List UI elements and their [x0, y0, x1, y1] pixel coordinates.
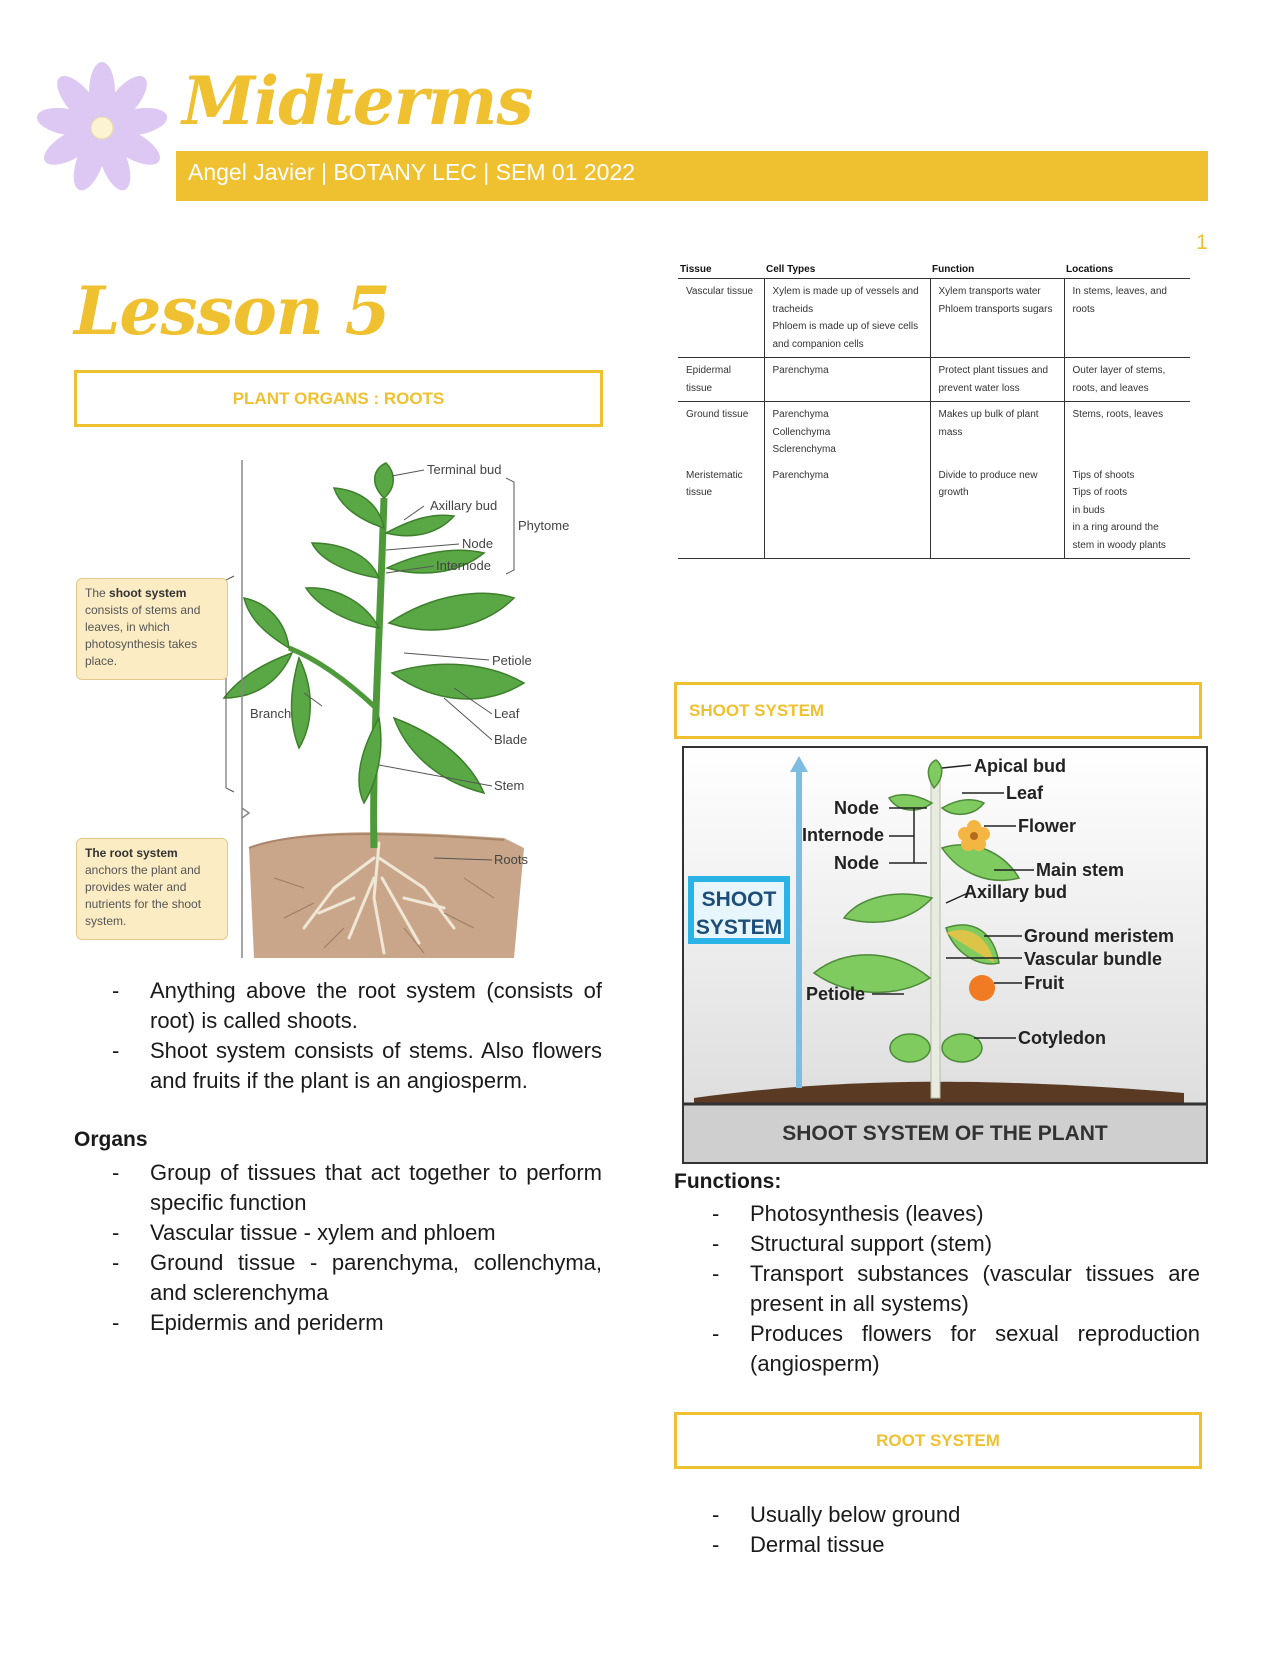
label-flower: Flower	[1018, 816, 1077, 836]
label-internode: Internode	[436, 558, 491, 573]
table-cell: Meristematic tissue	[678, 463, 764, 559]
table-row	[678, 463, 1190, 559]
list-item: - Shoot system consists of stems. Also flowers and fruits if the plant is an angiosperm.	[74, 1036, 602, 1096]
section-header-label: PLANT ORGANS : ROOTS	[232, 388, 445, 408]
label-blade: Blade	[494, 732, 528, 747]
table-cell: Stems, roots, leaves	[1064, 402, 1190, 463]
shoot-note-bold: shoot system	[109, 586, 187, 600]
page-number: 1	[1196, 231, 1208, 254]
list-item: - Structural support (stem)	[674, 1229, 1200, 1259]
flower-icon	[36, 62, 168, 194]
label-vascular-bundle: Vascular bundle	[1024, 949, 1163, 969]
document-title: Midterms	[182, 62, 533, 140]
section-header-plant-organs	[74, 370, 603, 427]
label-node: Node	[462, 536, 494, 551]
header-banner-text: Angel Javier | BOTANY LEC | SEM 01 2022	[188, 159, 636, 185]
section-header-label: ROOT SYSTEM	[876, 1430, 1000, 1450]
list-item: - Dermal tissue	[674, 1530, 1200, 1560]
table-cell: In stems, leaves, and roots	[1064, 279, 1190, 358]
list-item: - Produces flowers for sexual reproduction (angiosperm)	[674, 1319, 1200, 1379]
label-petiole: Petiole	[492, 653, 532, 668]
label-fruit: Fruit	[1024, 973, 1064, 993]
table-cell: Makes up bulk of plant mass	[930, 402, 1064, 463]
list-item: - Anything above the root system (consists of root) is called shoots.	[74, 976, 602, 1036]
table-row	[678, 402, 1190, 463]
label-phytome: Phytome	[518, 518, 570, 533]
label-stem: Stem	[494, 778, 525, 793]
list-item: - Epidermis and periderm	[74, 1308, 602, 1338]
root-system-list	[674, 1500, 1200, 1560]
table-cell: Protect plant tissues and prevent water loss	[930, 358, 1064, 402]
list-item: - Usually below ground	[674, 1500, 1200, 1530]
label-cotyledon: Cotyledon	[1018, 1028, 1106, 1048]
table-cell: Xylem is made up of vessels and tracheids Phloem is made up of sieve cells and companion cells	[764, 279, 930, 358]
table-cell: Ground tissue	[686, 409, 749, 420]
label-internode: Internode	[802, 825, 885, 845]
table-cell: Epidermal tissue	[678, 358, 764, 402]
list-item: - Ground tissue - parenchyma, collenchyma, and sclerenchyma	[74, 1248, 602, 1308]
section-header-label: SHOOT SYSTEM	[689, 700, 825, 720]
label-axillary-bud: Axillary bud	[964, 882, 1068, 902]
list-item: - Transport substances (vascular tissues are present in all systems)	[674, 1259, 1200, 1319]
label-apical-bud: Apical bud	[974, 756, 1067, 776]
root-system-note: The root system anchors the plant and provides water and nutrients for the shoot system.	[76, 838, 228, 940]
list-item: - Vascular tissue - xylem and phloem	[74, 1218, 602, 1248]
organs-heading: Organs	[74, 1128, 148, 1151]
table-cell: Xylem transports water Phloem transports sugars	[930, 279, 1064, 358]
section-header-shoot-system	[674, 682, 1202, 739]
table-cell: Vascular tissue	[678, 279, 764, 358]
table-row	[678, 279, 1190, 358]
label-roots: Roots	[494, 852, 528, 867]
label-branch: Branch	[250, 706, 292, 721]
label-main-stem: Main stem	[1036, 860, 1125, 880]
shoot-system-note: The shoot system consists of stems and leaves, in which photosynthesis takes place.	[76, 578, 228, 680]
table-cell: Tips of shoots Tips of roots in buds in a ring around the stem in woody plants	[1064, 463, 1190, 559]
shoot-definition-list	[74, 976, 602, 1096]
list-item: - Group of tissues that act together to perform specific function	[74, 1158, 602, 1218]
label-ground-meristem: Ground meristem	[1024, 926, 1175, 946]
root-note-bold: The root system	[85, 846, 178, 860]
table-header: Function	[930, 262, 1064, 279]
table-cell: Outer layer of stems, roots, and leaves	[1064, 358, 1190, 402]
tissue-table	[678, 262, 1190, 559]
section-header-root-system	[674, 1412, 1202, 1469]
label-node-top: Node	[834, 798, 879, 818]
table-cell: Parenchyma	[764, 463, 930, 559]
lesson-title: Lesson 5	[74, 272, 390, 350]
table-cell: Divide to produce new growth	[930, 463, 1064, 559]
label-leaf: Leaf	[494, 706, 520, 721]
table-header: Cell Types	[764, 262, 930, 279]
table-header: Locations	[1064, 262, 1190, 279]
shoot-system-diagram	[682, 746, 1208, 1164]
organs-list	[74, 1158, 602, 1338]
table-row	[678, 358, 1190, 402]
label-petiole: Petiole	[806, 984, 866, 1004]
label-axillary-bud: Axillary bud	[430, 498, 498, 513]
shoot-figure-caption: SHOOT SYSTEM OF THE PLANT	[782, 1122, 1108, 1145]
table-cell: Parenchyma Collenchyma Sclerenchyma	[764, 402, 930, 463]
list-item: - Photosynthesis (leaves)	[674, 1199, 1200, 1229]
functions-heading: Functions:	[674, 1170, 782, 1193]
label-node-bottom: Node	[834, 853, 879, 873]
label-terminal-bud: Terminal bud	[427, 462, 502, 477]
table-header: Tissue	[678, 262, 764, 279]
label-leaf: Leaf	[1006, 783, 1044, 803]
shoot-system-side-label: SHOOT SYSTEM	[695, 888, 783, 939]
table-cell: Parenchyma	[764, 358, 930, 402]
functions-list	[674, 1199, 1200, 1379]
